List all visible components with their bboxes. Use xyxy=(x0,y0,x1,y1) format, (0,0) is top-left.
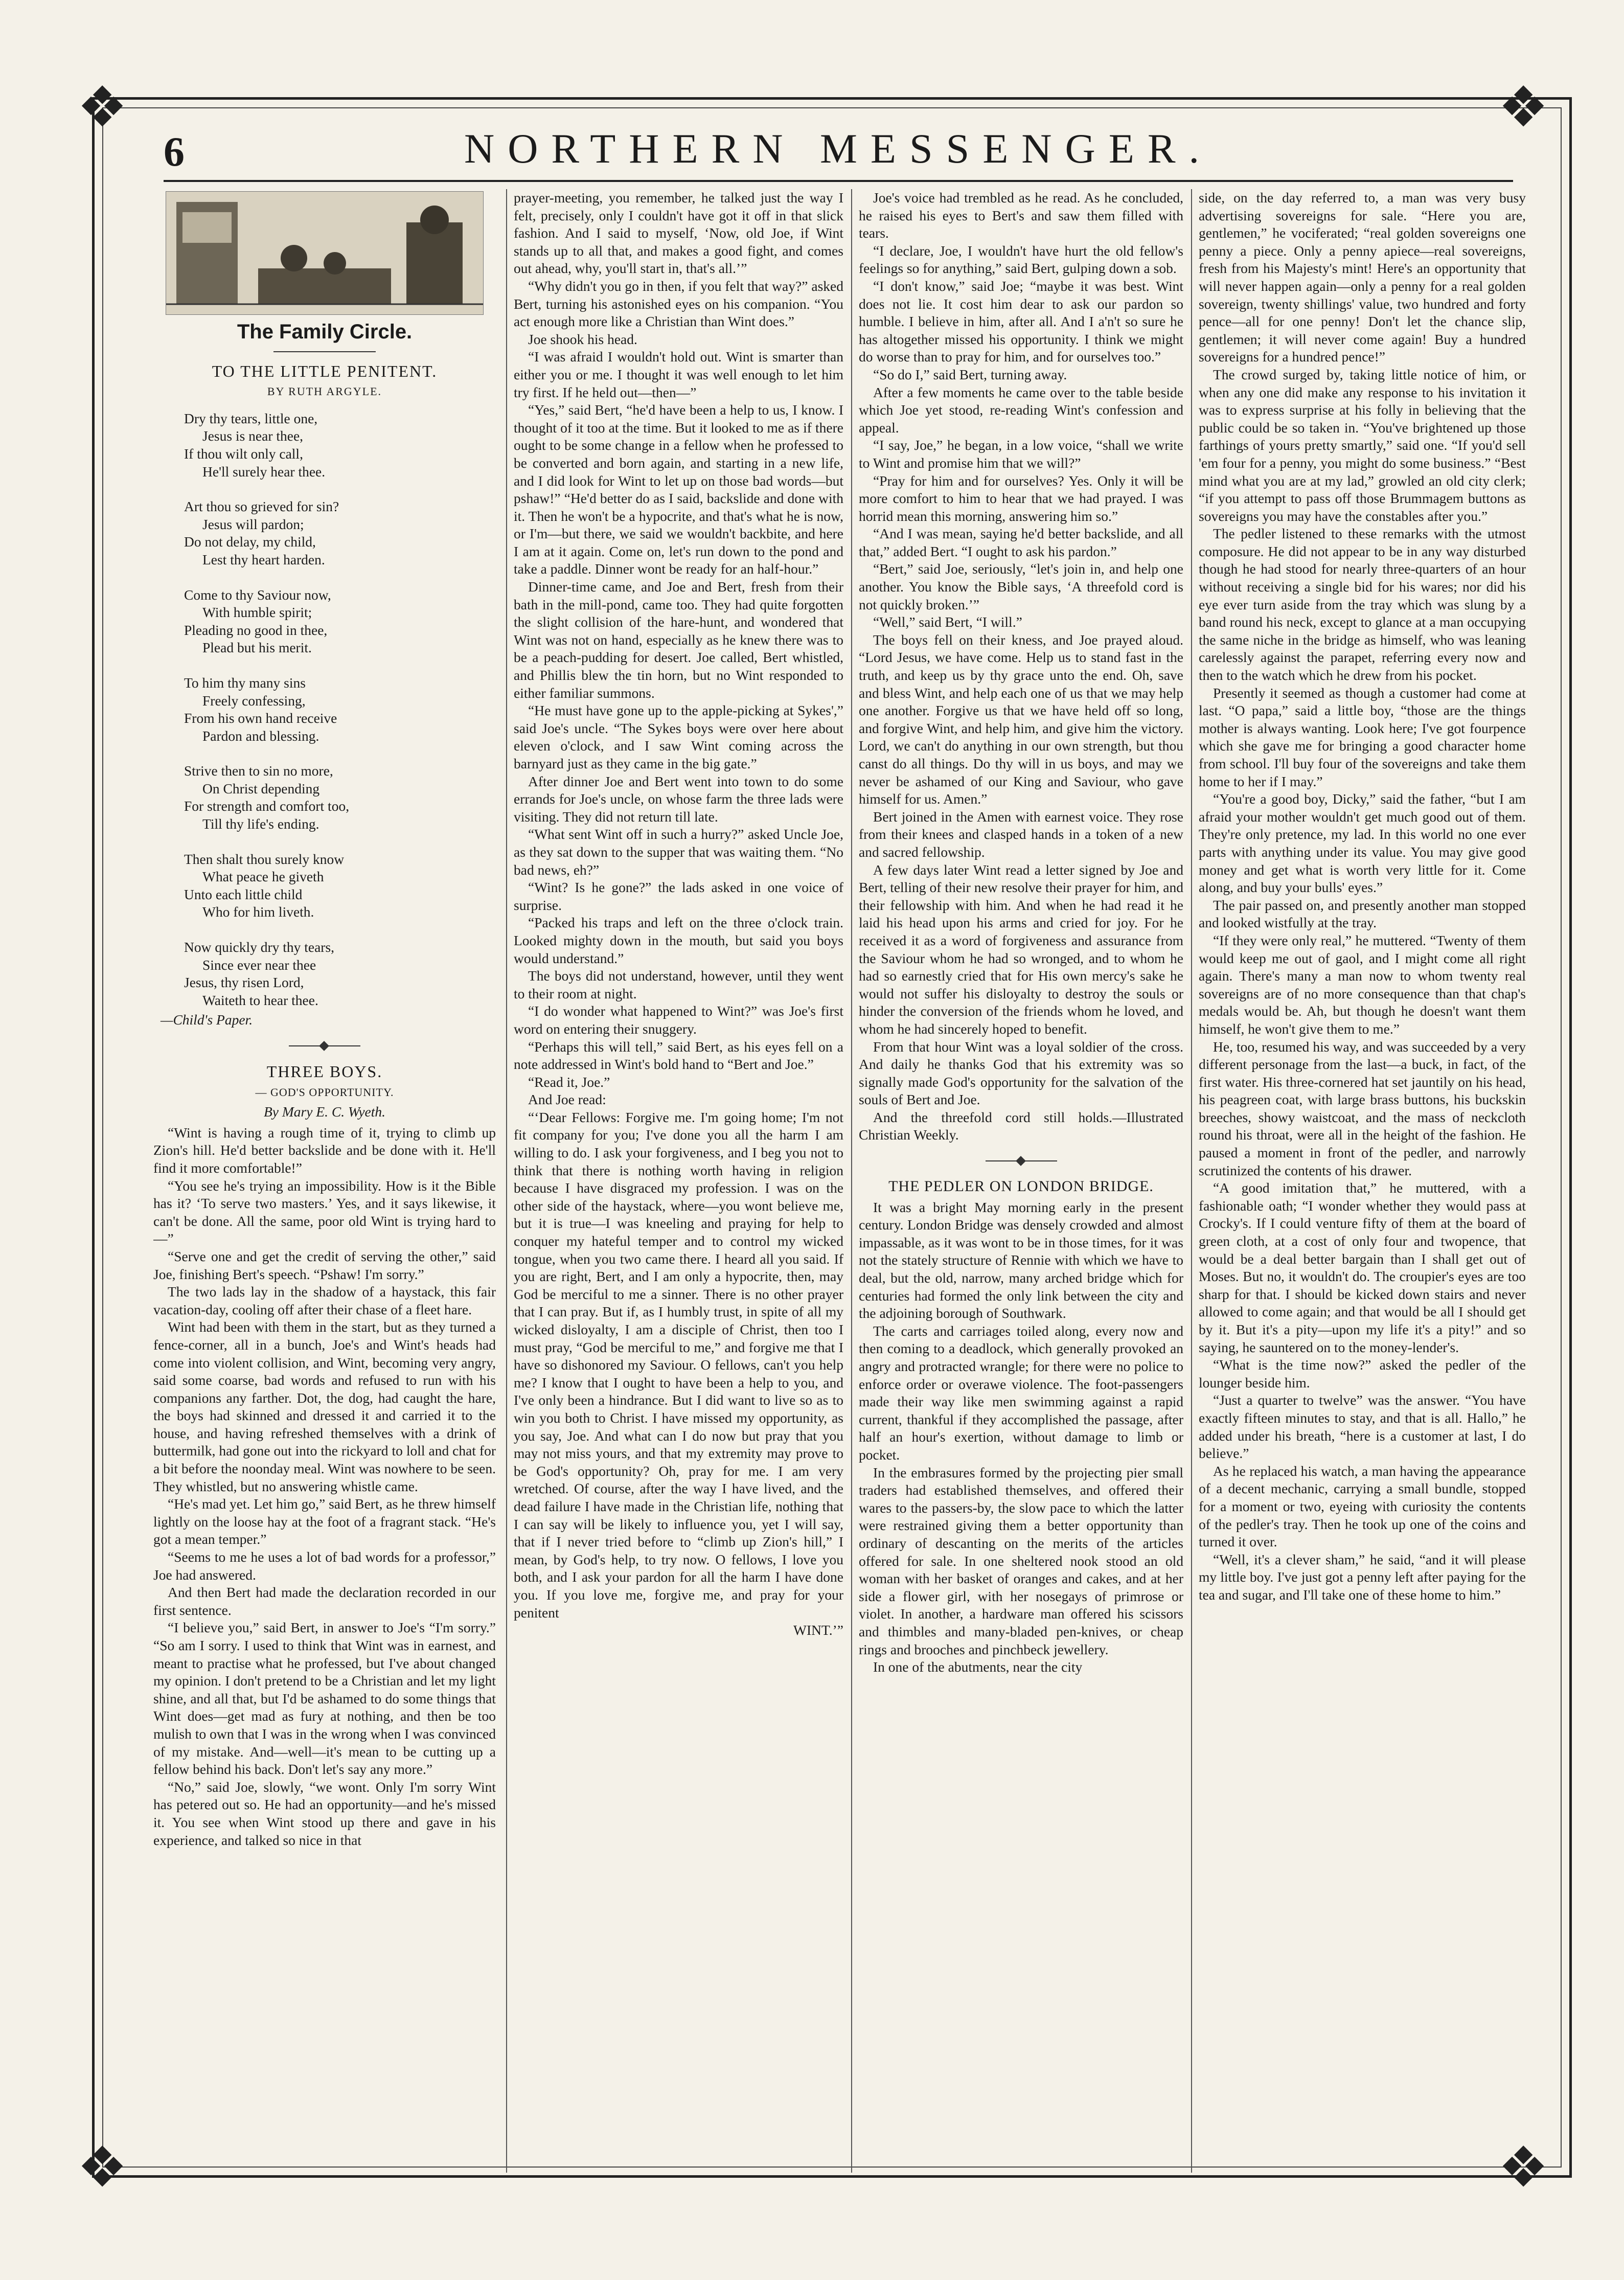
poem-line: Jesus is near thee, xyxy=(202,428,304,444)
paragraph: “Seems to me he uses a lot of bad words for a professor,” Joe had answered. xyxy=(153,1549,496,1583)
paragraph: In one of the abutments, near the city xyxy=(873,1659,1083,1675)
poem-line: Now quickly dry thy tears, xyxy=(184,939,335,955)
article-subtitle: — GOD'S OPPORTUNITY. xyxy=(255,1085,394,1099)
poem-line: Waiteth to hear thee. xyxy=(202,992,318,1008)
paragraph: “So do I,” said Bert, turning away. xyxy=(873,366,1067,382)
poem-line: Art thou so grieved for sin? xyxy=(184,498,339,515)
ornamental-corner-icon: ❖ xyxy=(77,2136,128,2199)
paragraph: “You see he's trying an impossibility. How is it the Bible has it? ‘To serve two masters.’ Yes, and it says likewise, it can't be done. All the same, poor old Wint is trying hard to—” xyxy=(153,1177,496,1247)
masthead: NORTHERN MESSENGER. xyxy=(464,125,1213,172)
paragraph: “Packed his traps and left on the three o'clock train. Looked mighty down in the mouth, but said you boys would understand.” xyxy=(514,915,843,966)
poem-line: Who for him liveth. xyxy=(202,904,314,920)
paragraph: After dinner Joe and Bert went into town to do some errands for Joe's uncle, on whose farm the three lads were visiting. They did not return till late. xyxy=(514,773,843,825)
paragraph: “I declare, Joe, I wouldn't have hurt the old fellow's feelings so for anything,” said Bert, gulping down a sob. xyxy=(859,242,1183,277)
paragraph: “No,” said Joe, slowly, “we wont. Only I'm sorry Wint has petered out so. He had an opportunity—and he's missed it. You see when Wint stood up there and gave in his experience, and talked so nice in that xyxy=(153,1779,496,1848)
poem-line: Jesus, thy risen Lord, xyxy=(184,974,304,991)
paragraph: “I don't know,” said Joe; “maybe it was best. Wint does not lie. It cost him dear to ask our pardon so humble. I believe in him, after all. And I a'n't so sure he has altogether missed his opportunity. I think we might do worse than to pray for him, and for ourselves too.” xyxy=(859,278,1183,365)
article-title: THREE BOYS. xyxy=(266,1062,383,1081)
paragraph: side, on the day referred to, a man was very busy advertising sovereigns for sale. “Here you are, gentlemen,” he vociferated; “real golden sovereigns one penny a piece. Only a penny apiece—real sovereigns, fresh from his Majesty's mint! Here's an opportunity that will never happen again—only a penny for a real golden sovereign, twenty shillings' value, two hundred and forty pence—all for one penny! Don't let the chance slip, gentlemen; it will never come again! Buy a hundred sovereigns for a hundred pence!” xyxy=(1199,190,1526,365)
ornamental-corner-icon: ❖ xyxy=(1498,2136,1549,2199)
paragraph: “Bert,” said Joe, seriously, “let's join in, and help one another. You know the Bible says, ‘A threefold cord is not quickly broken.’” xyxy=(859,561,1183,612)
paragraph: The pedler listened to these remarks with the utmost composure. He did not appear to be in any way disturbed though he had stood for nearly three-quarters of an hour without receiving a single bid for his wares; nor did his eye ever turn aside from the tray which was slung by a band round his neck, except to glance at a man occupying the same niche in the bridge as himself, who was leaning carelessly against the parapet, referring every now and then to the watch which he drew from his pocket. xyxy=(1199,526,1526,683)
paragraph: prayer-meeting, you remember, he talked just the way I felt, precisely, only I couldn't have got it off in that slick fashion. And I said to myself, ‘Now, old Joe, if Wint stands up to all that, and makes a good fight, and comes out ahead, why, you'll start in, that's all.’” xyxy=(514,190,843,277)
column-4 xyxy=(1199,189,1526,2173)
poem-line: Lest thy heart harden. xyxy=(202,551,325,567)
paragraph: “Well, it's a clever sham,” he said, “and it will please my little boy. I've just got a penny left after paying for the tea and sugar, and I'll take one of these home to him.” xyxy=(1199,1551,1526,1603)
article-byline: By Mary E. C. Wyeth. xyxy=(263,1104,386,1120)
poem-line: Dry thy tears, little one, xyxy=(184,410,318,426)
poem-line: Plead but his merit. xyxy=(202,640,312,656)
poem-line: With humble spirit; xyxy=(202,604,312,621)
paragraph: “A good imitation that,” he muttered, with a fashionable oath; “I wonder whether they would pass at Crocky's. If I could venture fifty of them at the board of green cloth, at a cost of only four and twopence, that would be a deal better bargain than I shall get out of Moses. But no, it wouldn't do. The croupier's eyes are too sharp for that. I should be kicked down stairs and never allowed to come again; and that would be all I should get by it. But it's a pity—upon my life it's a pity!” and so saying, he sauntered on to the money-lender's. xyxy=(1199,1180,1526,1355)
ornamental-corner-icon: ❖ xyxy=(1498,76,1549,139)
poem-stanza xyxy=(184,410,496,481)
letter-signature: WINT.’” xyxy=(793,1622,843,1638)
paragraph: “And I was mean, saying he'd better backslide, and all that,” added Bert. “I ought to ask his pardon.” xyxy=(859,526,1183,559)
poem-stanza xyxy=(184,498,496,568)
paragraph: “Well,” said Bert, “I will.” xyxy=(873,614,1022,630)
page-header xyxy=(164,123,1513,179)
paragraph: “Read it, Joe.” xyxy=(528,1074,610,1090)
poem-line: Come to thy Saviour now, xyxy=(184,586,331,603)
family-fireside-engraving xyxy=(166,191,484,315)
article-title: THE PEDLER ON LONDON BRIDGE. xyxy=(888,1178,1154,1195)
paragraph: And Joe read: xyxy=(528,1091,606,1108)
engraving-illustration xyxy=(166,192,483,314)
section-ornament xyxy=(289,1042,360,1050)
poem-line: Jesus will pardon; xyxy=(202,516,304,532)
poem-stanza xyxy=(184,851,496,921)
header-rule xyxy=(164,180,1513,182)
paragraph: The two lads lay in the shadow of a haystack, this fair vacation-day, cooling off after their chase of a fleet hare. xyxy=(153,1284,496,1317)
poem-line: He'll surely hear thee. xyxy=(202,463,326,480)
poem-stanza xyxy=(184,674,496,745)
paragraph: “Why didn't you go in then, if you felt that way?” asked Bert, turning his astonished eyes on his companion. “You act enough more like a Christian than Wint does.” xyxy=(514,278,843,330)
poem-line: To him thy many sins xyxy=(184,674,306,691)
poem-line: Pardon and blessing. xyxy=(202,727,319,744)
paragraph: Wint had been with them in the start, but as they turned a fence-corner, all in a bunch, Joe's and Wint's heads had come into violent collision, and Wint, becoming very angry, said some coarse, bad words and refused to run with his companions any farther. Dot, the dog, had caught the hare, the boys had skinned and dressed it and carried it to the house, and having refreshed themselves with a drink of buttermilk, had gone out into the rickyard to loll and chat for a bit before the noonday meal. Wint was nowhere to be seen. They whistled, but no answering whistle came. xyxy=(153,1319,496,1494)
paragraph: After a few moments he came over to the table beside which Joe yet stood, re-reading Wint's confession and appeal. xyxy=(859,384,1183,436)
poem-line: Unto each little child xyxy=(184,886,303,902)
poem-line: Do not delay, my child, xyxy=(184,534,316,550)
paragraph: A few days later Wint read a letter signed by Joe and Bert, telling of their new resolve their prayer for him, and their fellowship with him. And when he had read it he laid his head upon his arms and cried for joy. For he received it as a word of forgiveness and assurance from the Saviour whom he had so wronged, and to whom he had so earnestly cried that for His own mercy's sake he would not suffer his disloyalty to destroy the souls or hinder the conversion of the friends whom he loved, and whom he had sincerely hoped to benefit. xyxy=(859,861,1183,1037)
poem-line: Then shalt thou surely know xyxy=(184,851,345,867)
poem-byline: BY RUTH ARGYLE. xyxy=(267,385,382,398)
poem-line: What peace he giveth xyxy=(202,869,324,885)
poem-title: TO THE LITTLE PENITENT. xyxy=(212,361,438,380)
paragraph: He, too, resumed his way, and was succeeded by a very different personage from the last—a buck, in fact, of the first water. His three-cornered hat set jauntily on his head, his peagreen coat, with large brass buttons, his buckskin breeches, showy waistcoat, and the mass of neckcloth round his throat, were all in the height of the fashion. He paused a moment in front of the pedler, and narrowly scrutinized the contents of his drawer. xyxy=(1199,1038,1526,1178)
paragraph: The boys did not understand, however, until they went to their room at night. xyxy=(514,968,843,1001)
column-1 xyxy=(153,189,496,2173)
poem-line: Strive then to sin no more, xyxy=(184,763,333,779)
poem-line: Since ever near thee xyxy=(202,956,316,973)
paragraph: As he replaced his watch, a man having the appearance of a decent mechanic, carrying a small bundle, stopped for a moment or two, eyeing with curiosity the contents of the pedler's tray. Then he took up one of the coins and turned it over. xyxy=(1199,1463,1526,1550)
paragraph: Dinner-time came, and Joe and Bert, fresh from their bath in the mill-pond, came too. They had quite forgotten the slight collision of the hare-hunt, and wondered that Wint was not on hand, especially as he knew there was to be a peach-pudding for desert. Joe called, Bert whistled, and Phillis blew the tin horn, but no Wint responded to either familiar summons. xyxy=(514,579,843,701)
poem-stanza xyxy=(184,939,496,1009)
poem-line: From his own hand receive xyxy=(184,710,337,726)
column-divider xyxy=(1191,189,1192,2173)
paragraph: “Pray for him and for ourselves? Yes. Only it will be more comfort to him to hear that we had prayed. I was horrid mean this morning, answering him so.” xyxy=(859,472,1183,524)
paragraph: “He's mad yet. Let him go,” said Bert, as he threw himself lightly on the loose hay at the foot of a fragrant stack. “He's got a mean temper.” xyxy=(153,1496,496,1547)
paragraph: The crowd surged by, taking little notice of him, or when any one did make any response to his invitation it was to express surprise at his folly in believing that the public could be so taken in. “You've brightened up those farthings of yours pretty smartly,” said one. “If you'd sell 'em four for a penny, you might do some business.” “Best mind what you are at my lad,” growled an old city clerk; “if you attempt to pass off those Brummagem buttons as sovereigns you may have the constables after you.” xyxy=(1199,366,1526,524)
paragraph: “Serve one and get the credit of serving the other,” said Joe, finishing Bert's speech. “Pshaw! I'm sorry.” xyxy=(153,1248,496,1282)
column-divider xyxy=(506,189,507,2173)
paragraph: “Wint? Is he gone?” the lads asked in one voice of surprise. xyxy=(514,879,843,913)
paragraph: “If they were only real,” he muttered. “Twenty of them would keep me out of gaol, and I might come all right again. There's many a man now to whom twenty real sovereigns are of no more consequence than that chap's medals would be. Ah, but though he doesn't want them himself, he won't give them to me.” xyxy=(1199,932,1526,1037)
paragraph: “What is the time now?” asked the pedler of the lounger beside him. xyxy=(1199,1357,1526,1390)
paragraph: And then Bert had made the declaration recorded in our first sentence. xyxy=(153,1584,496,1618)
paragraph: The boys fell on their kness, and Joe prayed aloud. “Lord Jesus, we have come. Help us to stand fast in the truth, and keep us by thy grace unto the end. Oh, save and bless Wint, and help each one of us that we may help one another. Forgive us that we have held off so long, and forgive Wint, and help him, and give him the victory. Lord, we can't do anything in our own strength, but thou canst do all things. Do thy will in us boys, and may we never be ashamed of our King and Saviour, who gave himself for us. Amen.” xyxy=(859,631,1183,807)
paragraph: Joe's voice had trembled as he read. As he concluded, he raised his eyes to Bert's and saw them filled with tears. xyxy=(859,190,1183,241)
paragraph: “‘Dear Fellows: Forgive me. I'm going home; I'm not fit company for you; I've done you all the harm I am willing to do. I ask your forgiveness, and I beg you not to think that there is nothing worth having in religion because I have disgraced my profession. I was on the other side of the haystack, where—you wont believe me, but it is true—I was kneeling and praying for help to conquer my hateful temper and to control my wicked tongue, when you two came there. I heard all you said. If you are right, Bert, and I am only a hypocrite, then, may God be merciful to me a sinner. There is no other prayer that I can pray. But if, as I humbly trust, in spite of all my wicked disloyalty, I am a disciple of Christ, then too I must pray, “God be merciful to me,” and forgive me that I have so dishonored my Saviour. O fellows, can't you help me? I know that I ought to have been a help to you, and I've only been a hindrance. But I did want to live so as to win you both to Christ. I have missed my opportunity, as you say, Joe. And what can I do now but pray that you may not miss yours, and that my extremity may prove to be God's opportunity? Oh, pray for me. I am very wretched. Of course, after the way I have lived, and the dead failure I have made in the Christian life, nothing that I can say will be likely to influence you, yet I will say, that if I never tried before to “climb up Zion's hill,” I mean, by God's help, to try now. O fellows, I love you both, and I ask your pardon for all the harm I have done you. If you love me, forgive me, and pray for your penitent xyxy=(514,1109,843,1621)
paragraph: It was a bright May morning early in the present century. London Bridge was densely crowded and almost impassable, as it was wont to be in those times, for it was not the stately structure of Rennie with which we have to deal, but the old, narrow, many arched bridge which for centuries had formed the only link between the city and the adjoining borough of Southwark. xyxy=(859,1199,1183,1321)
paragraph: “What sent Wint off in such a hurry?” asked Uncle Joe, as they sat down to the supper that was waiting them. “No bad news, eh?” xyxy=(514,826,843,878)
divider xyxy=(273,351,376,352)
poem-line: On Christ depending xyxy=(202,780,320,796)
section-heading: The Family Circle. xyxy=(237,321,413,343)
poem-line: If thou wilt only call, xyxy=(184,445,303,462)
paragraph: “He must have gone up to the apple-picking at Sykes',” said Joe's uncle. “The Sykes boys were over here about eleven o'clock, and I saw Wint coming across the barnyard just as they came in the big gate.” xyxy=(514,702,843,771)
ornamental-corner-icon: ❖ xyxy=(77,76,128,139)
poem-stanza xyxy=(184,586,496,657)
paragraph: “I was afraid I wouldn't hold out. Wint is smarter than either you or me. I thought it was well enough to let him try first. If he held out—then—” xyxy=(514,349,843,400)
paragraph: Joe shook his head. xyxy=(528,331,637,347)
paragraph: The pair passed on, and presently another man stopped and looked wistfully at the tray. xyxy=(1199,897,1526,931)
poem-stanza xyxy=(184,762,496,833)
paragraph: “You're a good boy, Dicky,” said the father, “but I am afraid your mother wouldn't get much good out of them. They're only pretence, my lad. In this world no one ever parts with anything under its value. You may give good money and get what is worth very little for it. Come along, and buy your bulls' eyes.” xyxy=(1199,791,1526,896)
section-ornament xyxy=(986,1157,1057,1165)
paragraph: “I do wonder what happened to Wint?” was Joe's first word on entering their snuggery. xyxy=(514,1003,843,1037)
poem-line: For strength and comfort too, xyxy=(184,798,350,814)
paragraph: “Perhaps this will tell,” said Bert, as his eyes fell on a note addressed in Wint's bold hand to “Bert and Joe.” xyxy=(514,1038,843,1073)
paragraph: “Wint is having a rough time of it, trying to climb up Zion's hill. He'd better backslide and be done with it. He'll find it more comfortable!” xyxy=(153,1124,496,1176)
paragraph: “I say, Joe,” he began, in a low voice, “shall we write to Wint and promise him that we will?” xyxy=(859,437,1183,471)
page-number: 6 xyxy=(164,128,185,175)
paragraph: Bert joined in the Amen with earnest voice. They rose from their knees and clasped hands in a token of a new and sacred fellowship. xyxy=(859,808,1183,860)
poem-source: —Child's Paper. xyxy=(161,1012,253,1028)
paragraph: “I believe you,” said Bert, in answer to Joe's “I'm sorry.” “So am I sorry. I used to think that Wint was in earnest, and meant to practise what he professed, but I've about changed my opinion. I don't pretend to be a Christian and let my light shine, and all that, but I'd be ashamed to do some things that Wint does—get mad as fury at nothing, and then be too mulish to own that I was in the wrong when I was convinced of my mistake. And—well—it's mean to be cutting up a fellow behind his back. Don't let's say any more.” xyxy=(153,1620,496,1777)
paragraph: In the embrasures formed by the projecting pier small traders had established themselves, and offered their wares to the passers-by, the slow pace to which the latter were restrained giving them a better opportunity than ordinary of descanting on the merits of the articles offered for sale. In one sheltered nook stood an old woman with her basket of oranges and cakes, and at her side a flower girl, with her nosegays of primrose or violet. In another, a hardware man offered his scissors and thimbles and many-bladed pen-knives, or cheap rings and brooches and pinchbeck jewellery. xyxy=(859,1464,1183,1657)
poem-body xyxy=(184,410,496,1010)
column-2 xyxy=(514,189,843,2173)
poem-line: Freely confessing, xyxy=(202,692,306,709)
paragraph: Presently it seemed as though a customer had come at last. “O papa,” said a little boy, “those are the things mother is always wanting. Look here; I've got fourpence which she gave me for bringing a good character home from school. I'll buy four of the sovereigns and take them home to her if I may.” xyxy=(1199,685,1526,789)
paragraph: And the threefold cord still holds.—Illustrated Christian Weekly. xyxy=(859,1109,1183,1143)
paragraph: From that hour Wint was a loyal soldier of the cross. And daily he thanks God that his extremity was so signally made God's opportunity for the salvation of the souls of Bert and Joe. xyxy=(859,1038,1183,1108)
poem-line: Till thy life's ending. xyxy=(202,816,319,832)
paragraph: The carts and carriages toiled along, every now and then coming to a deadlock, which generally provoked an angry and protracted wrangle; for there were no police to enforce order or overawe violence. The foot-passengers made their way like men swimming against a rapid current, thankful if they accomplished the passage, after half an hour's exertion, without damage to limb or pocket. xyxy=(859,1323,1183,1463)
paragraph: “Yes,” said Bert, “he'd have been a help to us, I know. I thought of it too at the time. But it looked to me as if there ought to be some change in a fellow when he professed to be converted and born again, and starting in a new life, and I did look for Wint to let up on those bad words—but pshaw!” “He'd better do as I said, backslide and done with it. Then he won't be a hypocrite, and that's what he is now, or I'm—but there, we said we wouldn't backbite, and here I am at it again. Come on, let's run down to the pond and take a paddle. Dinner wont be ready for an half-hour.” xyxy=(514,402,843,577)
column-3 xyxy=(859,189,1183,2173)
poem-line: Pleading no good in thee, xyxy=(184,622,328,638)
paragraph: “Just a quarter to twelve” was the answer. “You have exactly fifteen minutes to stay, and that is all. Hallo,” he added under his breath, “here is a customer at last, I do believe.” xyxy=(1199,1392,1526,1462)
column-divider xyxy=(851,189,852,2173)
